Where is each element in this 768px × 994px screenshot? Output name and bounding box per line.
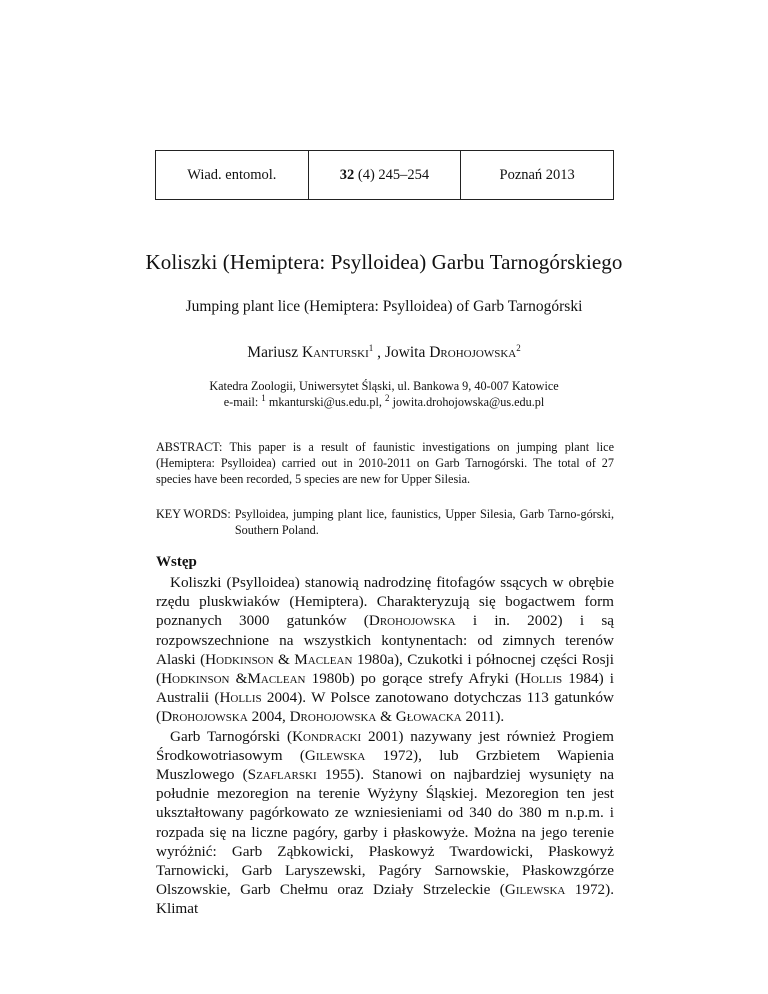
- email-sup-2: 2: [385, 392, 390, 403]
- p1-citation: Hollis: [520, 670, 563, 688]
- paper-title: Koliszki (Hemiptera: Psylloidea) Garbu Tarnogórskiego: [145, 250, 623, 274]
- author-1-first: Mariusz: [247, 344, 302, 361]
- paper-subtitle: Jumping plant lice (Hemiptera: Psylloidea) of Garb Tarnogórski: [185, 298, 583, 315]
- p1-text: 2004,: [247, 708, 290, 726]
- p2-citation: Kondracki: [292, 727, 362, 745]
- p1-citation: Maclean: [294, 650, 353, 668]
- p1-citation: Maclean: [247, 670, 306, 688]
- p2-text: 1972). Klimat: [156, 881, 615, 918]
- issue-pages: (4) 245–254: [354, 166, 430, 183]
- place-year: Poznań 2013: [499, 166, 575, 183]
- p2-citation: Szaflarski: [247, 766, 317, 784]
- affiliation: [0, 378, 768, 410]
- paragraph-1: [156, 573, 614, 727]
- author-1-last: Kanturski: [301, 344, 369, 361]
- body-text: [156, 573, 614, 919]
- email-prefix: e-mail:: [223, 395, 262, 409]
- affiliation-address: Katedra Zoologii, Uniwersytet Śląski, ul. Bankowa 9, 40-007 Katowice: [209, 379, 559, 393]
- place-year-cell: [461, 151, 614, 200]
- volume-cell: [308, 151, 461, 200]
- p1-text: 2011).: [461, 708, 505, 726]
- author-separator: ,: [373, 344, 385, 361]
- journal-header-table: [155, 150, 614, 200]
- p2-citation: Gilewska: [504, 881, 566, 899]
- p1-citation: Głowacka: [395, 708, 462, 726]
- p2-text: 2001) nazywany jest również Progiem Środkowotriasowym (: [156, 727, 614, 764]
- author-1-sup: 1: [368, 342, 374, 353]
- journal-name: Wiad. entomol.: [187, 166, 277, 183]
- authors: [0, 344, 768, 362]
- p1-citation: Drohojowska: [161, 708, 248, 726]
- p1-citation: Hodkinson: [161, 670, 230, 688]
- p2-citation: Gilewska: [304, 746, 366, 764]
- p1-text: 1980b) po gorące strefy Afryki (: [305, 670, 521, 688]
- volume-number: 32: [339, 166, 355, 183]
- email-sup-1: 1: [261, 392, 266, 403]
- p1-text: &: [273, 650, 295, 668]
- p1-text: i in. 2002) i są rozpowszechnione na wszystkich kontynentach: od zimnych terenów Alaski (: [156, 612, 614, 668]
- p1-citation: Drohojowska: [368, 612, 456, 630]
- paragraph-2: [156, 727, 614, 919]
- p1-text: 2004). W Polsce zanotowano dotychczas 113 gatunków (: [156, 689, 614, 726]
- keywords-text: Psylloidea, jumping plant lice, faunistics, Upper Silesia, Garb Tarno-górski, Southern Poland.: [234, 507, 614, 537]
- abstract: ABSTRACT: This paper is a result of faunistic investigations on jumping plant lice (Hemiptera: Psylloidea) carried out in 2010-2011 on Garb Tarnogórski. The total of 27 species have been recorded, 5 species are new for Upper Silesia.: [156, 440, 614, 486]
- p2-text: Garb Tarnogórski (: [170, 727, 293, 745]
- section-title: Wstęp: [156, 554, 197, 570]
- p2-text: 1972), lub Grzbietem Wapienia Muszlowego (: [156, 746, 614, 784]
- p1-citation: Drohojowska: [289, 708, 377, 726]
- author-2-first: Jowita: [384, 344, 430, 361]
- keywords: [156, 506, 614, 538]
- journal-name-cell: [156, 151, 309, 200]
- author-2-last: Drohojowska: [429, 344, 517, 361]
- p1-text: 1984) i Australii (: [156, 670, 614, 707]
- p1-text: &: [229, 670, 248, 688]
- p1-citation: Hodkinson: [205, 650, 274, 668]
- p1-citation: Hollis: [219, 689, 262, 707]
- affiliation-emails: [0, 394, 768, 410]
- p2-text: 1955). Stanowi on najbardziej wysunięty na południe mezoregion na terenie Wyżyny Śląskiej. Mezoregion ten jest ukształtowany pagórkowato ze wzniesieniami od 340 do 380 m n.p.m. i rozpada się na liczne pagóry, garby i płaskowyże. Można na jego terenie wyróżnić: Garb Ząbkowicki, Płaskowyż Twardowicki, Płaskowyż Tarnowicki, Garb Laryszewski, Pagóry Sarnowskie, Płaskowzgórze Olszowskie, Garb Chełmu oraz Działy Strzeleckie (: [156, 766, 614, 899]
- p1-text: &: [376, 708, 396, 726]
- p1-text: 1980a), Czukotki i północnej części Rosji (: [156, 650, 614, 688]
- email-1: mkanturski@us.edu.pl,: [265, 395, 386, 409]
- author-2-sup: 2: [516, 342, 521, 353]
- keywords-label: KEY WORDS:: [156, 507, 231, 521]
- email-2: jowita.drohojowska@us.edu.pl: [389, 395, 545, 409]
- p1-text: Koliszki (Psylloidea) stanowią nadrodzinę fitofagów ssących w obrębie rzędu pluskwiaków (Hemiptera). Charakteryzują się bogactwem form poznanych 3000 gatunków (: [156, 574, 614, 630]
